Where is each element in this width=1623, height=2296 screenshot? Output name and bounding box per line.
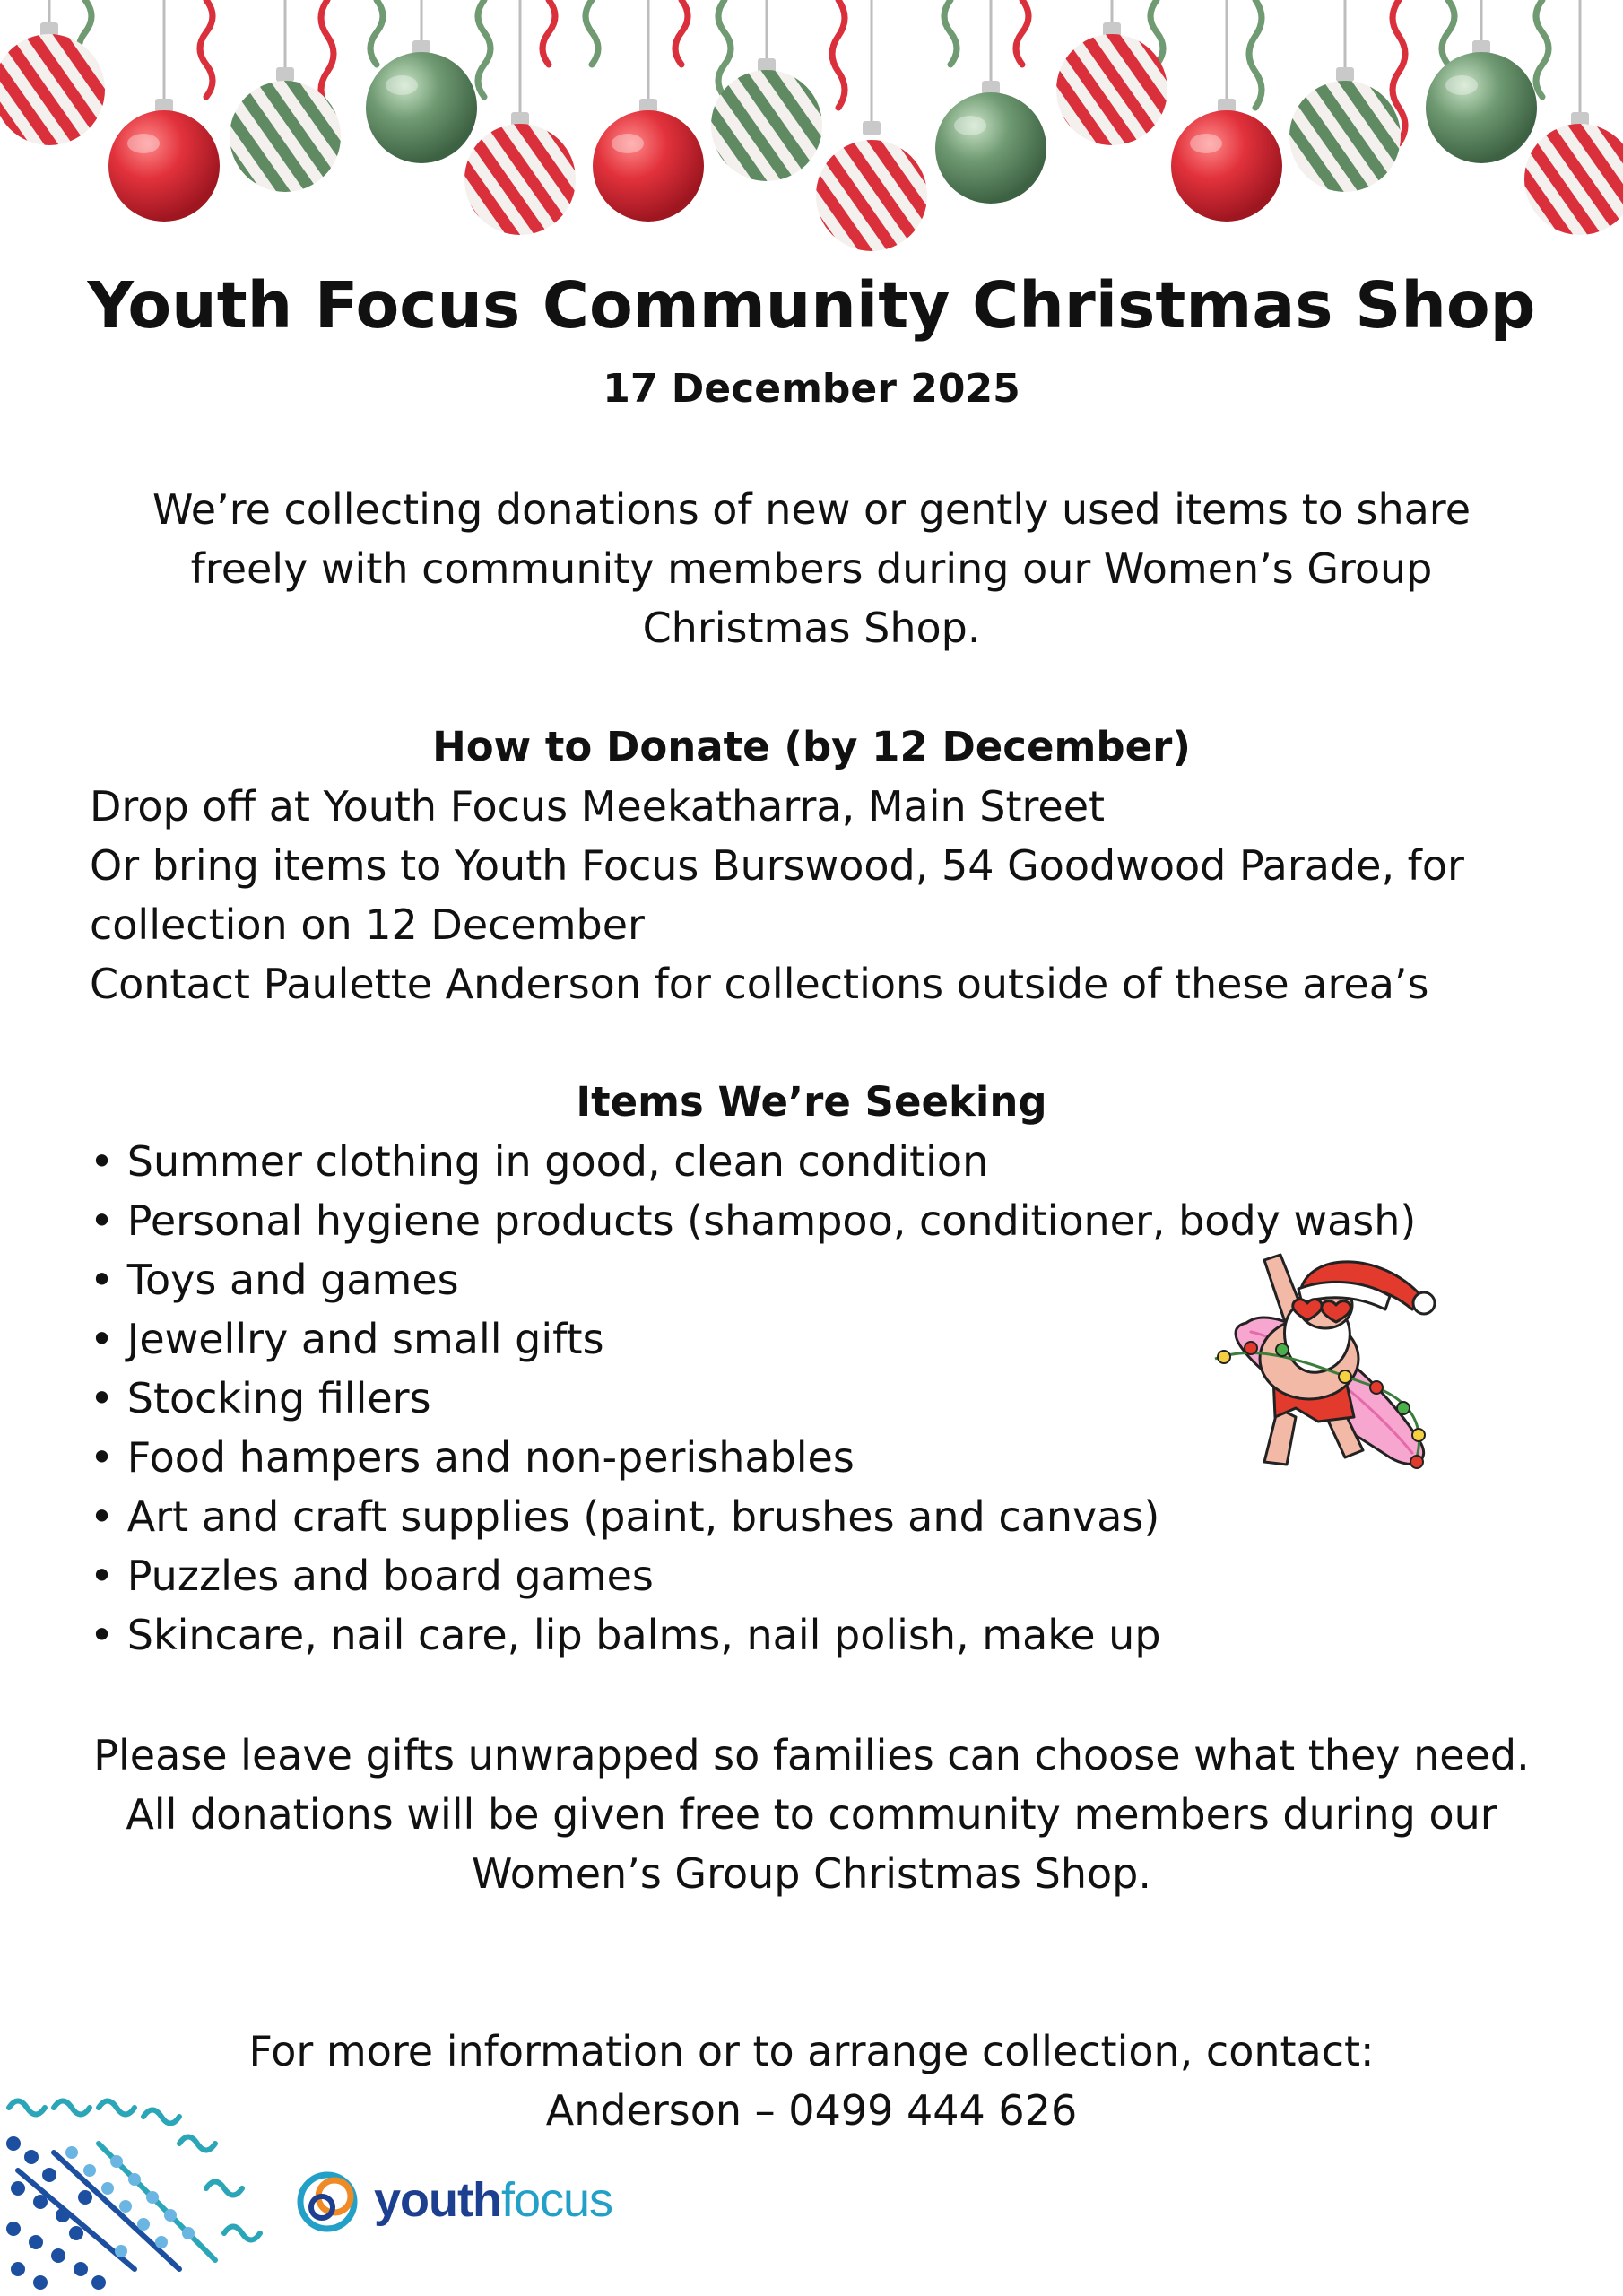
donate-line: Or bring items to Youth Focus Burswood, 54 Goodwood Parade, for collection on 12 December (90, 841, 1464, 949)
christmas-bauble-icon (0, 0, 1623, 269)
items-heading: Items We’re Seeking (576, 1078, 1047, 1126)
youthfocus-logo-icon (291, 2166, 363, 2238)
how-to-donate-heading: How to Donate (by 12 December) (432, 723, 1191, 770)
list-item: • Toys and games (90, 1256, 459, 1304)
page-title: Youth Focus Community Christmas Shop (87, 268, 1536, 343)
list-item: • Personal hygiene products (shampoo, conditioner, body wash) (90, 1196, 1417, 1245)
intro-paragraph: We’re collecting donations of new or gently used items to share freely with community members during our Women’s Group Christmas Shop. (152, 485, 1471, 652)
logo-text-focus: focus (500, 2173, 613, 2227)
youthfocus-logo (291, 2161, 650, 2242)
list-item: • Puzzles and board games (90, 1552, 654, 1600)
contact-detail: Anderson – 0499 444 626 (545, 2086, 1078, 2135)
list-item: • Art and craft supplies (paint, brushes and canvas) (90, 1492, 1160, 1541)
logo-wordmark (374, 2169, 612, 2231)
list-item: • Jewellry and small gifts (90, 1315, 604, 1363)
donate-line: Drop off at Youth Focus Meekatharra, Main Street (90, 782, 1106, 831)
list-item: • Skincare, nail care, lip balms, nail polish, make up (90, 1611, 1161, 1659)
list-item: • Food hampers and non-perishables (90, 1433, 855, 1482)
contact-intro: For more information or to arrange collection, contact: (248, 2027, 1375, 2075)
donate-line: Contact Paulette Anderson for collections outside of these area’s (90, 960, 1429, 1008)
how-to-donate-lines (90, 777, 1560, 1013)
list-item: • Summer clothing in good, clean condition (90, 1137, 989, 1186)
event-date: 17 December 2025 (603, 366, 1020, 412)
closing-paragraph: Please leave gifts unwrapped so families can choose what they need. All donations will be given free to community members during our Women’s Group Christmas Shop. (93, 1731, 1530, 1898)
list-item: • Stocking fillers (90, 1374, 431, 1422)
logo-text-youth: youth (374, 2173, 501, 2227)
dot-pattern-icon (0, 2090, 269, 2296)
surfing-santa-icon (1211, 1242, 1453, 1493)
